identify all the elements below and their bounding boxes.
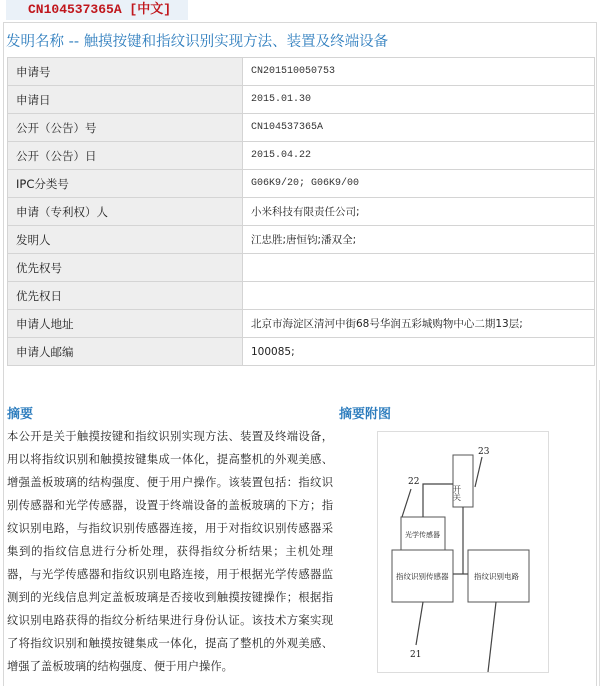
tab-bar	[0, 0, 604, 22]
table-row	[8, 310, 595, 338]
field-label: 优先权日	[8, 282, 243, 310]
field-label: 申请人邮编	[8, 338, 243, 366]
field-label: 公开（公告）日	[8, 142, 243, 170]
field-label: 申请号	[8, 58, 243, 86]
title-prefix: 发明名称 --	[6, 34, 84, 50]
field-value: CN104537365A	[243, 114, 595, 142]
page-title	[6, 30, 388, 51]
fp-sensor-label: 指纹识别传感器	[396, 572, 449, 581]
ref-21: 21	[410, 650, 422, 660]
field-label: 公开（公告）号	[8, 114, 243, 142]
field-value: CN201510050753	[243, 58, 595, 86]
field-value: 北京市海淀区清河中街68号华润五彩城购物中心二期13层;	[243, 310, 595, 338]
table-row	[8, 338, 595, 366]
divider	[599, 380, 600, 686]
abstract-heading: 摘要	[7, 407, 34, 422]
table-row	[8, 170, 595, 198]
field-label: 发明人	[8, 226, 243, 254]
figure-heading: 摘要附图	[339, 407, 392, 422]
ref-23: 23	[478, 447, 490, 457]
field-value	[243, 254, 595, 282]
table-row	[8, 254, 595, 282]
optical-label: 光学传感器	[405, 531, 440, 539]
abstract-figure	[377, 431, 549, 673]
field-value: 江忠胜;唐恒钧;潘双全;	[243, 226, 595, 254]
field-value: G06K9/20; G06K9/00	[243, 170, 595, 198]
table-row	[8, 226, 595, 254]
field-value: 100085;	[243, 338, 595, 366]
table-row	[8, 282, 595, 310]
bibliographic-table	[7, 57, 595, 366]
table-row	[8, 114, 595, 142]
field-label: 优先权号	[8, 254, 243, 282]
field-value: 2015.04.22	[243, 142, 595, 170]
table-row	[8, 142, 595, 170]
tab-patent-number[interactable]: CN104537365A [中文]	[6, 0, 188, 20]
abstract-text: 本公开是关于触摸按键和指纹识别实现方法、装置及终端设备，用以将指纹识别和触摸按键集成一体化，提高整机的外观美感、增强盖板玻璃的结构强度、便于用户操作。该装置包括：指纹识别传感器和光学传感器，设置于终端设备的盖板玻璃的下方；指纹识别电路，与指纹识别传感器连接，用于对指纹识别传感器采集到的指纹信息进行分析处理，获得指纹分析结果；主机处理器，与光学传感器和指纹识别电路连接，用于根据光学传感器监测到的光线信息判定盖板玻璃是否接收到触摸按键操作；根据指纹识别电路获得的指纹分析结果进行身份认证。该技术方案实现了将指纹识别和触摸按键集成一体化，提高了整机的外观美感、增强了盖板玻璃的结构强度、便于用户操作。	[7, 430, 333, 673]
switch-label: 开关	[452, 485, 462, 501]
field-value: 2015.01.30	[243, 86, 595, 114]
field-label: 申请日	[8, 86, 243, 114]
field-label: 申请（专利权）人	[8, 198, 243, 226]
table-row	[8, 58, 595, 86]
field-value	[243, 282, 595, 310]
title-name: 触摸按键和指纹识别实现方法、装置及终端设备	[83, 34, 389, 50]
field-label: 申请人地址	[8, 310, 243, 338]
table-row	[8, 198, 595, 226]
fp-circuit-label: 指纹识别电路	[474, 572, 519, 581]
field-value: 小米科技有限责任公司;	[243, 198, 595, 226]
ref-22: 22	[408, 477, 420, 487]
table-row	[8, 86, 595, 114]
field-label: IPC分类号	[8, 170, 243, 198]
